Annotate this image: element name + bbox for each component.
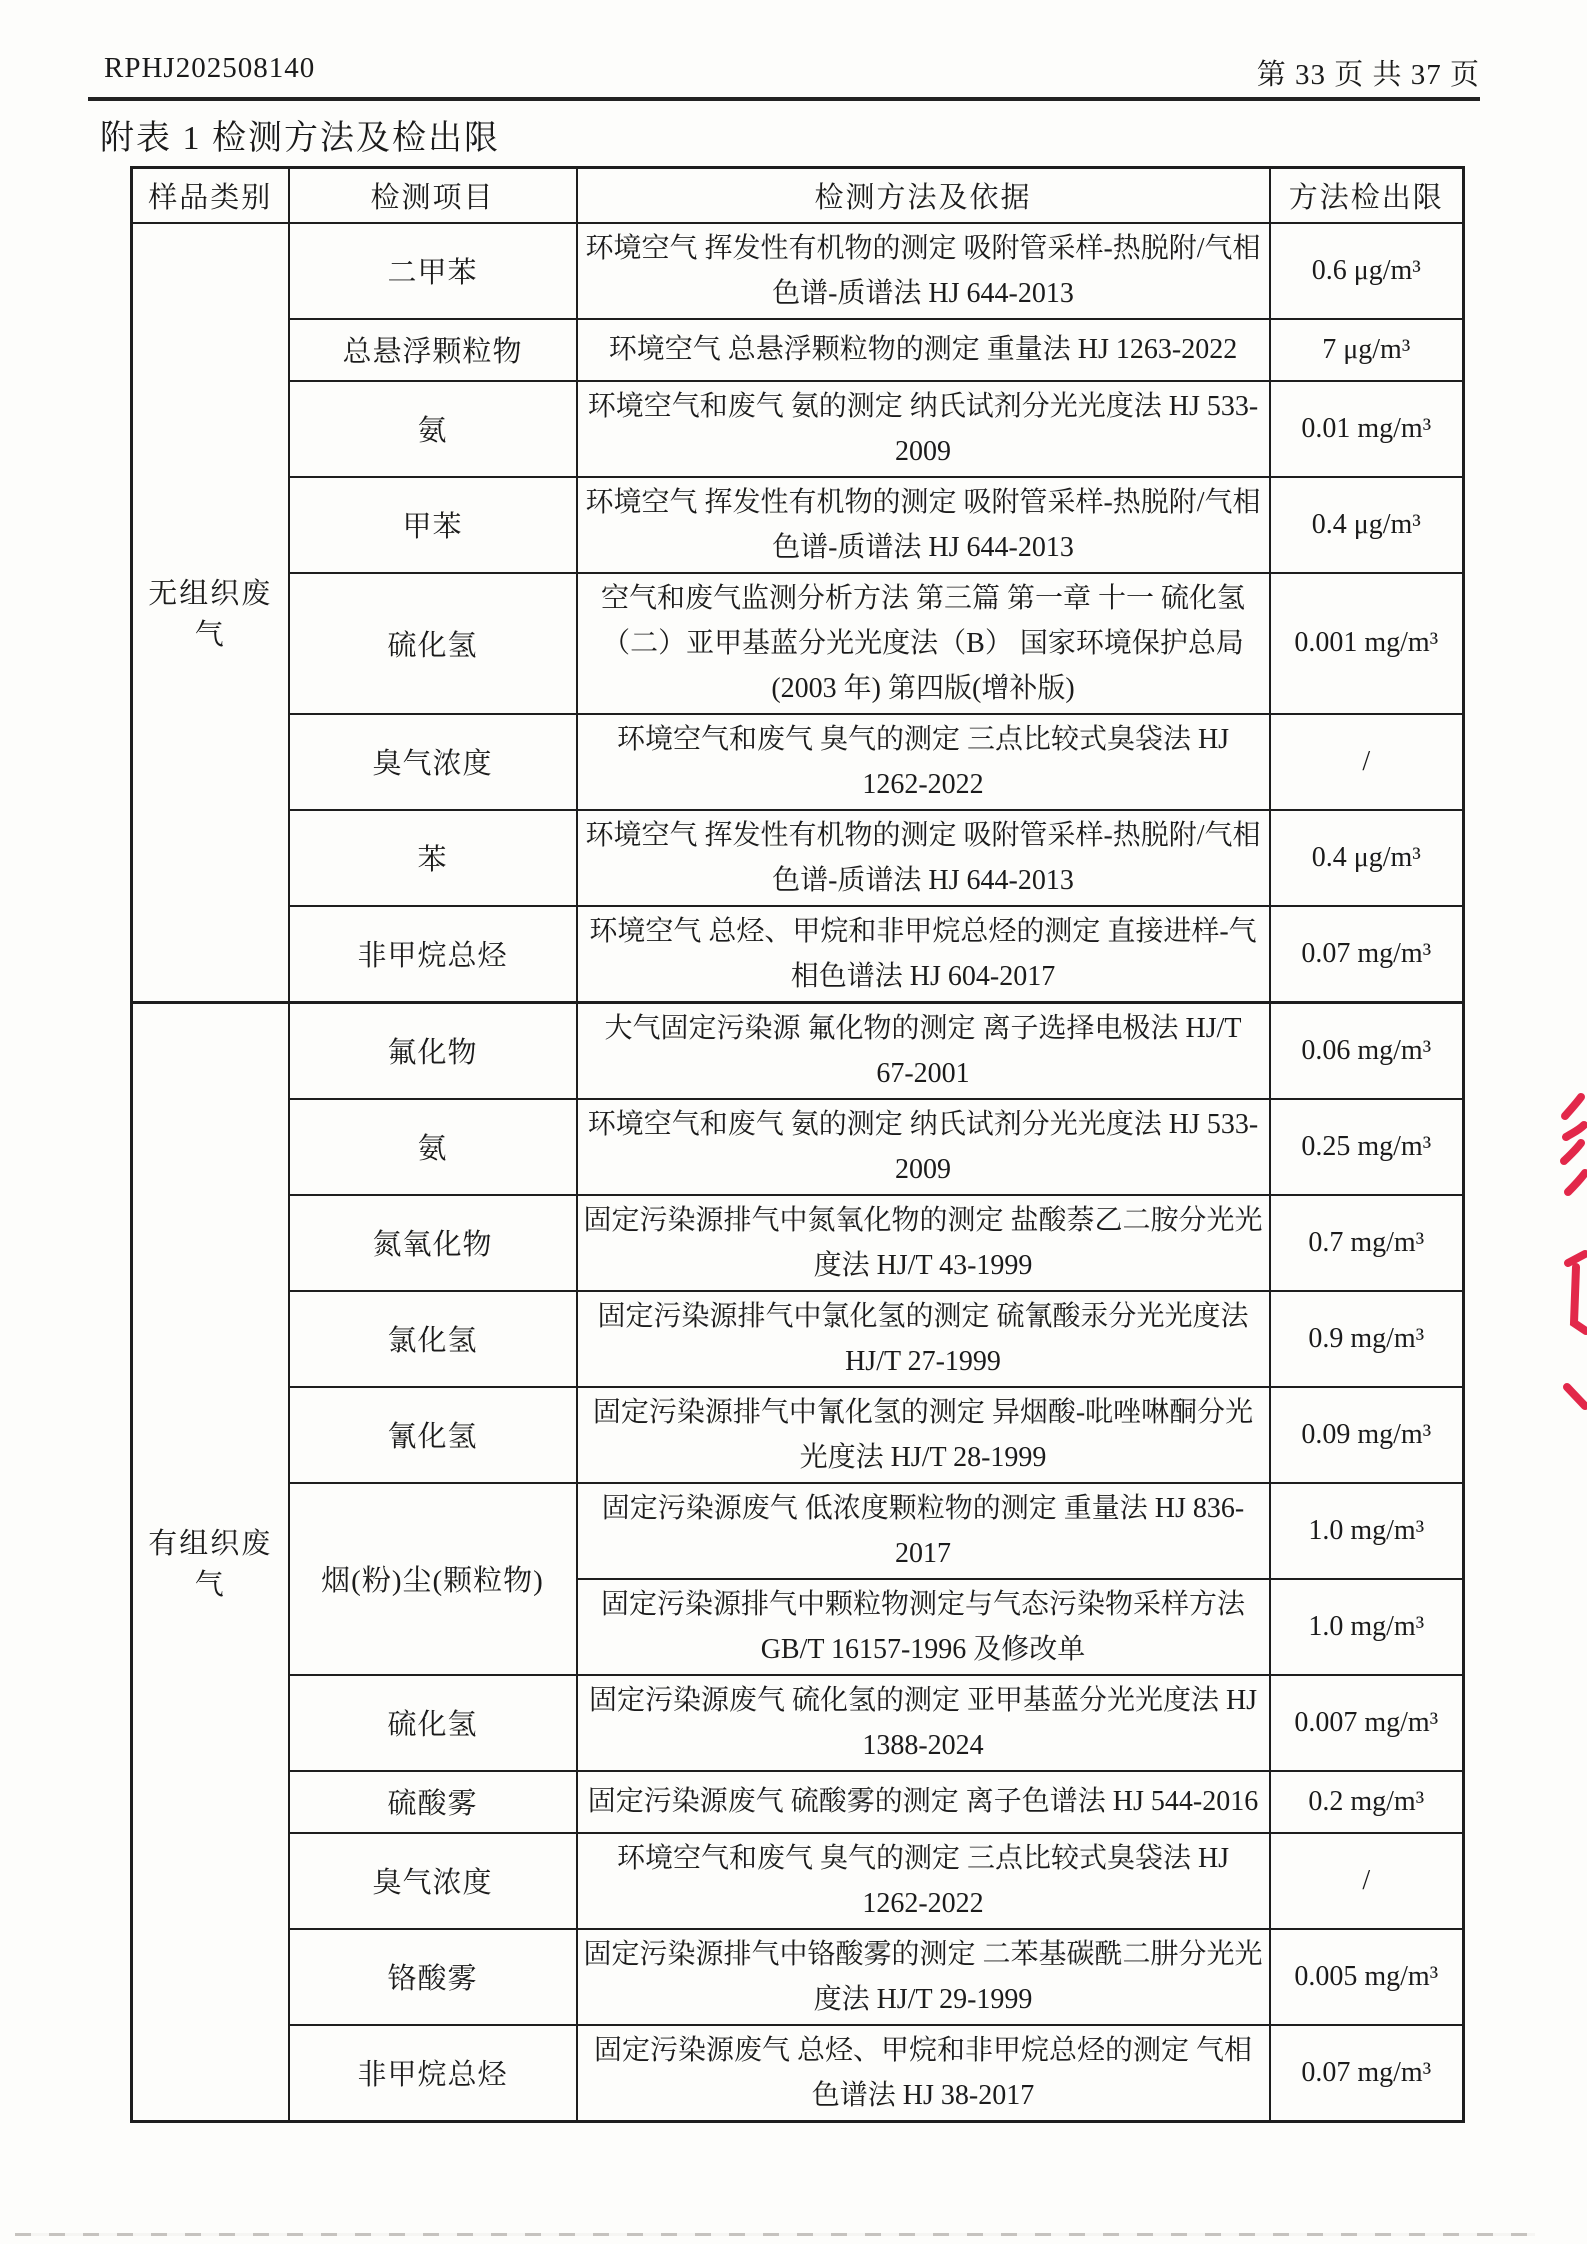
method-cell: 固定污染源废气 总烃、甲烷和非甲烷总烃的测定 气相色谱法 HJ 38-2017 xyxy=(577,2025,1270,2122)
item-cell: 二甲苯 xyxy=(289,223,577,319)
limit-cell: 0.9 mg/m³ xyxy=(1270,1291,1464,1387)
table-row xyxy=(132,1099,1464,1195)
table-row xyxy=(132,1833,1464,1929)
table-row xyxy=(132,381,1464,477)
item-cell: 硫化氢 xyxy=(289,573,577,714)
table-title: 附表 1 检测方法及检出限 xyxy=(100,120,500,157)
limit-cell: 0.25 mg/m³ xyxy=(1270,1099,1464,1195)
table-row xyxy=(132,1195,1464,1291)
table-row xyxy=(132,573,1464,714)
method-cell: 固定污染源废气 硫化氢的测定 亚甲基蓝分光光度法 HJ 1388-2024 xyxy=(577,1675,1270,1771)
column-header-test-item: 检测项目 xyxy=(289,168,577,223)
method-cell: 环境空气和废气 氨的测定 纳氏试剂分光光度法 HJ 533-2009 xyxy=(577,381,1270,477)
table-row xyxy=(132,906,1464,1003)
limit-cell: 0.07 mg/m³ xyxy=(1270,2025,1464,2122)
table-row xyxy=(132,477,1464,573)
category-cell-organized-gas: 有组织废气 xyxy=(132,1002,289,2121)
table-row xyxy=(132,1675,1464,1771)
limit-cell: 0.2 mg/m³ xyxy=(1270,1771,1464,1833)
detection-methods-table xyxy=(130,166,1465,2123)
table-row xyxy=(132,1291,1464,1387)
limit-cell: 0.01 mg/m³ xyxy=(1270,381,1464,477)
limit-cell: / xyxy=(1270,1833,1464,1929)
limit-cell: 0.005 mg/m³ xyxy=(1270,1929,1464,2025)
item-cell: 苯 xyxy=(289,810,577,906)
table-row xyxy=(132,810,1464,906)
scan-artifact-line xyxy=(15,2233,1535,2236)
table-row xyxy=(132,1002,1464,1099)
limit-cell: 0.007 mg/m³ xyxy=(1270,1675,1464,1771)
header-rule xyxy=(88,97,1480,101)
limit-cell: 0.4 μg/m³ xyxy=(1270,477,1464,573)
limit-cell: 0.06 mg/m³ xyxy=(1270,1002,1464,1099)
limit-cell: / xyxy=(1270,714,1464,810)
column-header-method-basis: 检测方法及依据 xyxy=(577,168,1270,223)
item-cell: 铬酸雾 xyxy=(289,1929,577,2025)
item-cell: 臭气浓度 xyxy=(289,1833,577,1929)
item-cell: 非甲烷总烃 xyxy=(289,906,577,1003)
method-cell: 环境空气 总烃、甲烷和非甲烷总烃的测定 直接进样-气相色谱法 HJ 604-2017 xyxy=(577,906,1270,1003)
item-cell: 硫酸雾 xyxy=(289,1771,577,1833)
item-cell: 氯化氢 xyxy=(289,1291,577,1387)
method-cell: 固定污染源废气 硫酸雾的测定 离子色谱法 HJ 544-2016 xyxy=(577,1771,1270,1833)
item-cell: 臭气浓度 xyxy=(289,714,577,810)
item-cell: 氰化氢 xyxy=(289,1387,577,1483)
limit-cell: 0.001 mg/m³ xyxy=(1270,573,1464,714)
red-stamp-fragment xyxy=(1541,1085,1587,1415)
table-row xyxy=(132,2025,1464,2122)
table-row xyxy=(132,714,1464,810)
limit-cell: 7 μg/m³ xyxy=(1270,319,1464,381)
item-cell: 氟化物 xyxy=(289,1002,577,1099)
method-cell: 环境空气 挥发性有机物的测定 吸附管采样-热脱附/气相色谱-质谱法 HJ 644-2013 xyxy=(577,810,1270,906)
method-cell: 固定污染源排气中氰化氢的测定 异烟酸-吡唑啉酮分光光度法 HJ/T 28-1999 xyxy=(577,1387,1270,1483)
method-cell: 环境空气 总悬浮颗粒物的测定 重量法 HJ 1263-2022 xyxy=(577,319,1270,381)
limit-cell: 0.07 mg/m³ xyxy=(1270,906,1464,1003)
column-header-sample-category: 样品类别 xyxy=(132,168,289,223)
method-cell: 固定污染源废气 低浓度颗粒物的测定 重量法 HJ 836-2017 xyxy=(577,1483,1270,1579)
method-cell: 环境空气和废气 臭气的测定 三点比较式臭袋法 HJ 1262-2022 xyxy=(577,1833,1270,1929)
method-cell: 固定污染源排气中铬酸雾的测定 二苯基碳酰二肼分光光度法 HJ/T 29-1999 xyxy=(577,1929,1270,2025)
item-cell: 甲苯 xyxy=(289,477,577,573)
table-row xyxy=(132,1387,1464,1483)
item-cell: 总悬浮颗粒物 xyxy=(289,319,577,381)
method-cell: 大气固定污染源 氟化物的测定 离子选择电极法 HJ/T 67-2001 xyxy=(577,1002,1270,1099)
table-row xyxy=(132,223,1464,319)
item-cell: 氮氧化物 xyxy=(289,1195,577,1291)
table-row xyxy=(132,1771,1464,1833)
limit-cell: 1.0 mg/m³ xyxy=(1270,1483,1464,1579)
method-cell: 环境空气和废气 氨的测定 纳氏试剂分光光度法 HJ 533-2009 xyxy=(577,1099,1270,1195)
method-cell: 空气和废气监测分析方法 第三篇 第一章 十一 硫化氢（二）亚甲基蓝分光光度法（B） 国家环境保护总局(2003 年) 第四版(增补版) xyxy=(577,573,1270,714)
method-cell: 环境空气和废气 臭气的测定 三点比较式臭袋法 HJ 1262-2022 xyxy=(577,714,1270,810)
item-cell: 氨 xyxy=(289,1099,577,1195)
table-header-row xyxy=(132,168,1464,223)
column-header-detection-limit: 方法检出限 xyxy=(1270,168,1464,223)
table-row xyxy=(132,319,1464,381)
report-number: RPHJ202508140 xyxy=(104,52,316,84)
page-header xyxy=(104,52,1480,93)
method-cell: 固定污染源排气中氮氧化物的测定 盐酸萘乙二胺分光光度法 HJ/T 43-1999 xyxy=(577,1195,1270,1291)
category-cell-unorganized-gas: 无组织废气 xyxy=(132,223,289,1003)
item-cell: 硫化氢 xyxy=(289,1675,577,1771)
page-indicator: 第 33 页 共 37 页 xyxy=(1256,59,1480,91)
limit-cell: 0.7 mg/m³ xyxy=(1270,1195,1464,1291)
method-cell: 环境空气 挥发性有机物的测定 吸附管采样-热脱附/气相色谱-质谱法 HJ 644-2013 xyxy=(577,223,1270,319)
method-cell: 环境空气 挥发性有机物的测定 吸附管采样-热脱附/气相色谱-质谱法 HJ 644-2013 xyxy=(577,477,1270,573)
limit-cell: 1.0 mg/m³ xyxy=(1270,1579,1464,1675)
item-cell: 氨 xyxy=(289,381,577,477)
table-row xyxy=(132,1929,1464,2025)
item-cell: 烟(粉)尘(颗粒物) xyxy=(289,1483,577,1675)
table-row xyxy=(132,1483,1464,1579)
method-cell: 固定污染源排气中颗粒物测定与气态污染物采样方法 GB/T 16157-1996 及修改单 xyxy=(577,1579,1270,1675)
limit-cell: 0.6 μg/m³ xyxy=(1270,223,1464,319)
limit-cell: 0.09 mg/m³ xyxy=(1270,1387,1464,1483)
limit-cell: 0.4 μg/m³ xyxy=(1270,810,1464,906)
method-cell: 固定污染源排气中氯化氢的测定 硫氰酸汞分光光度法 HJ/T 27-1999 xyxy=(577,1291,1270,1387)
item-cell: 非甲烷总烃 xyxy=(289,2025,577,2122)
